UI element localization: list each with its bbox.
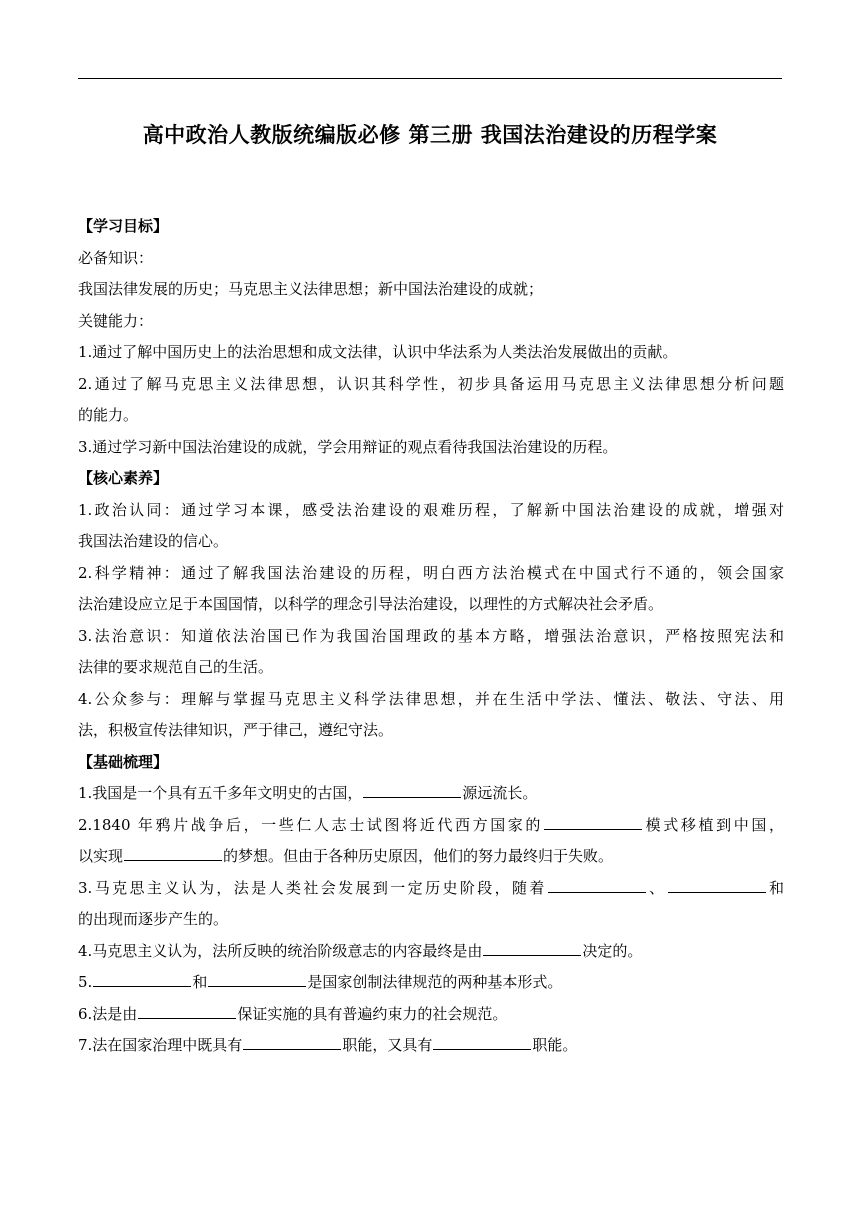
question-2-text-a: 2.1840 年鸦片战争后，一些仁人志士试图将近代西方国家的 [78, 815, 544, 834]
ability-item-1: 1.通过了解中国历史上的法治思想和成文法律，认识中华法系为人类法治发展做出的贡献。 [78, 343, 678, 361]
literacy-item-3: 3.法治意识：知道依法治国已作为我国治国理政的基本方略，增强法治意识，严格按照宪法和 [78, 626, 784, 645]
fill-blank[interactable] [363, 782, 461, 798]
ability-item-3: 3.通过学习新中国法治建设的成就，学会用辩证的观点看待我国法治建设的历程。 [78, 437, 618, 456]
question-7-text-b: 职能，又具有 [342, 1036, 433, 1054]
question-3-text-a: 3.马克思主义认为，法是人类社会发展到一定历史阶段，随着 [78, 878, 547, 897]
question-1 [78, 778, 784, 810]
literacy-item-4: 4.公众参与：理解与掌握马克思主义科学法律思想，并在生活中学法、懂法、敬法、守法、用 [78, 689, 784, 708]
fill-blank[interactable] [124, 845, 222, 861]
literacy-item-1: 1.政治认同：通过学习本课，感受法治建设的艰难历程，了解新中国法治建设的成就，增强对 [78, 500, 784, 519]
fill-blank[interactable] [483, 940, 581, 956]
document-body [78, 211, 784, 1062]
fill-blank[interactable] [668, 877, 766, 893]
question-7-text-c: 职能。 [532, 1036, 578, 1054]
question-2-text-d: 的梦想。但由于各种历史原因，他们的努力最终归于失败。 [223, 847, 614, 865]
question-2-text-c: 以实现 [78, 847, 124, 865]
question-5-text-b: 和 [192, 973, 208, 991]
question-7 [78, 1030, 784, 1062]
question-3-text-b: 、 [646, 878, 667, 897]
knowledge-text: 我国法律发展的历史；马克思主义法律思想；新中国法治建设的成就； [78, 280, 544, 298]
literacy-item-1-cont: 我国法治建设的信心。 [78, 532, 229, 550]
question-6-text-b: 保证实施的具有普遍约束力的社会规范。 [237, 1004, 508, 1023]
question-3-text-c: 和 [766, 878, 784, 897]
literacy-heading: 【核心素养】 [78, 469, 169, 487]
knowledge-label: 必备知识： [78, 248, 154, 267]
question-2 [78, 810, 784, 842]
question-5-text-a: 5. [78, 973, 93, 991]
question-7-text-a: 7.法在国家治理中既具有 [78, 1036, 243, 1054]
document-title: 高中政治人教版统编版必修 第三册 我国法治建设的历程学案 [142, 123, 718, 147]
header-rule [78, 78, 782, 79]
question-1-text-b: 源远流长。 [462, 784, 538, 802]
question-5 [78, 967, 784, 999]
ability-item-2: 2.通过了解马克思主义法律思想，认识其科学性，初步具备运用马克思主义法律思想分析问题 [78, 374, 784, 393]
literacy-item-2: 2.科学精神：通过了解我国法治建设的历程，明白西方法治模式在中国式行不通的，领会国家 [78, 563, 784, 582]
fill-blank[interactable] [243, 1034, 341, 1050]
literacy-item-3-cont: 法律的要求规范自己的生活。 [78, 658, 274, 676]
question-3-cont: 的出现而逐步产生的。 [78, 910, 229, 928]
basics-heading: 【基础梳理】 [78, 752, 169, 771]
question-1-text-a: 1.我国是一个具有五千多年文明史的古国， [78, 784, 363, 802]
fill-blank[interactable] [208, 971, 306, 987]
question-2-cont [78, 841, 784, 873]
fill-blank[interactable] [433, 1034, 531, 1050]
question-4-text-b: 决定的。 [582, 941, 643, 960]
fill-blank[interactable] [548, 877, 646, 893]
question-4 [78, 936, 784, 968]
ability-item-2-cont: 的能力。 [78, 406, 139, 424]
question-4-text-a: 4.马克思主义认为，法所反映的统治阶级意志的内容最终是由 [78, 941, 483, 960]
objectives-heading: 【学习目标】 [78, 217, 169, 235]
question-5-text-c: 是国家创制法律规范的两种基本形式。 [307, 973, 563, 991]
fill-blank[interactable] [138, 1003, 236, 1019]
fill-blank[interactable] [93, 971, 191, 987]
question-6-text-a: 6.法是由 [78, 1004, 138, 1023]
literacy-item-2-cont: 法治建设应立足于本国国情，以科学的理念引导法治建设，以理性的方式解决社会矛盾。 [78, 595, 664, 613]
fill-blank[interactable] [544, 814, 642, 830]
question-6 [78, 999, 784, 1031]
question-3 [78, 873, 784, 905]
ability-label: 关键能力： [78, 311, 154, 330]
question-2-text-b: 模式移植到中国， [643, 815, 784, 834]
literacy-item-4-cont: 法，积极宣传法律知识，严于律己，遵纪守法。 [78, 721, 394, 739]
